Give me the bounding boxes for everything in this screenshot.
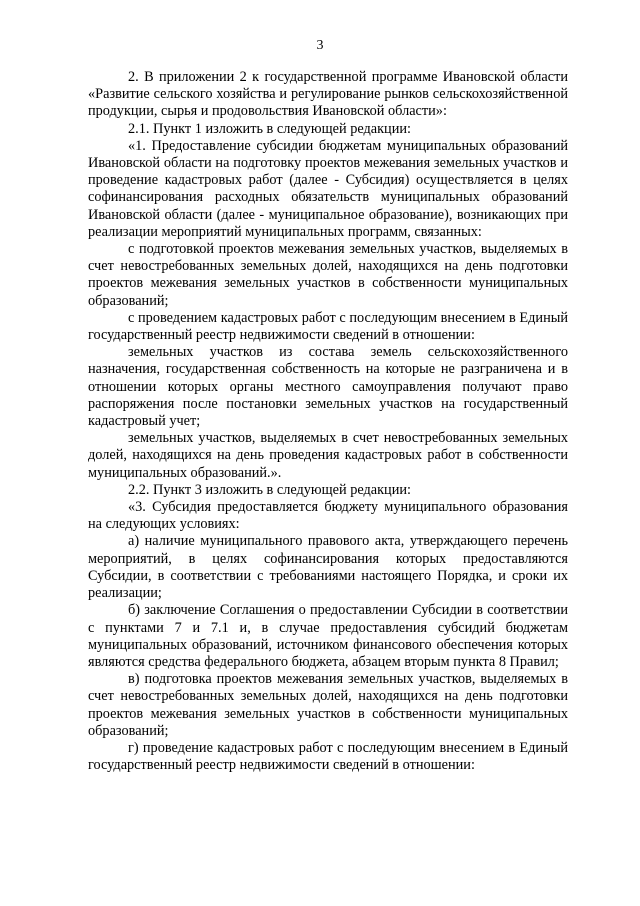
paragraph-condition-b: б) заключение Соглашения о предоставлении Субсидии в соответствии с пунктами 7 и 7.1 и, в случае предоставления субсидий бюджетам муниципальных образований, источником финансового обеспечения которых являются средства федерального бюджета, абзацем вторым пункта 8 Правил; <box>88 602 568 670</box>
paragraph-condition-a: а) наличие муниципального правового акта, утверждающего перечень мероприятий, в целях софинансирования которых предоставляются Субсидии, в соответствии с требованиями настоящего Порядка, и сроки их реализации; <box>88 533 568 602</box>
page-number: 3 <box>316 38 324 53</box>
paragraph-agricultural-land: земельных участков из состава земель сельскохозяйственного назначения, государственная собственность на которые не разграничена и в отношении которых органы местного самоуправления получают право распоряжения после постановки земельных участков на государственный кадастровый учет; <box>88 344 568 430</box>
paragraph-surveying-projects: с подготовкой проектов межевания земельных участков, выделяемых в счет невостребованных земельных долей, находящихся на день подготовки проектов межевания земельных участков в собственности муниципальных образований; <box>88 241 568 309</box>
paragraph-unclaimed-shares: земельных участков, выделяемых в счет невостребованных земельных долей, находящихся на день проведения кадастровых работ в собственности муниципальных образований.». <box>88 430 568 481</box>
paragraph-condition-v: в) подготовка проектов межевания земельных участков, выделяемых в счет невостребованных земельных долей, находящихся на день подготовки проектов межевания земельных участков в собственности муниципальных образований; <box>88 671 568 739</box>
paragraph-point-1: «1. Предоставление субсидии бюджетам муниципальных образований Ивановской области на подготовку проектов межевания земельных участков и проведение кадастровых работ (далее - Субсидия) осуществляется в целях софинансирования расходных обязательств муниципальных образований Ивановской области (далее - муниципальное образование), возникающих при реализации мероприятий муниципальных программ, связанных: <box>88 137 568 240</box>
paragraph-cadastral-works: с проведением кадастровых работ с последующим внесением в Единый государственный реестр недвижимости сведений в отношении: <box>88 309 568 344</box>
document-body <box>88 69 568 774</box>
paragraph-condition-g: г) проведение кадастровых работ с последующим внесением в Единый государственный реестр недвижимости сведений в отношении: <box>88 739 568 774</box>
paragraph-amendment-2-2: 2.2. Пункт 3 изложить в следующей редакции: <box>128 481 411 498</box>
paragraph-amendment-2-1: 2.1. Пункт 1 изложить в следующей редакции: <box>128 120 411 137</box>
paragraph-point-3: «3. Субсидия предоставляется бюджету муниципального образования на следующих условиях: <box>88 499 568 533</box>
paragraph-amendment-2: 2. В приложении 2 к государственной программе Ивановской области «Развитие сельского хозяйства и регулирование рынков сельскохозяйственной продукции, сырья и продовольствия Ивановской области»: <box>88 69 568 120</box>
